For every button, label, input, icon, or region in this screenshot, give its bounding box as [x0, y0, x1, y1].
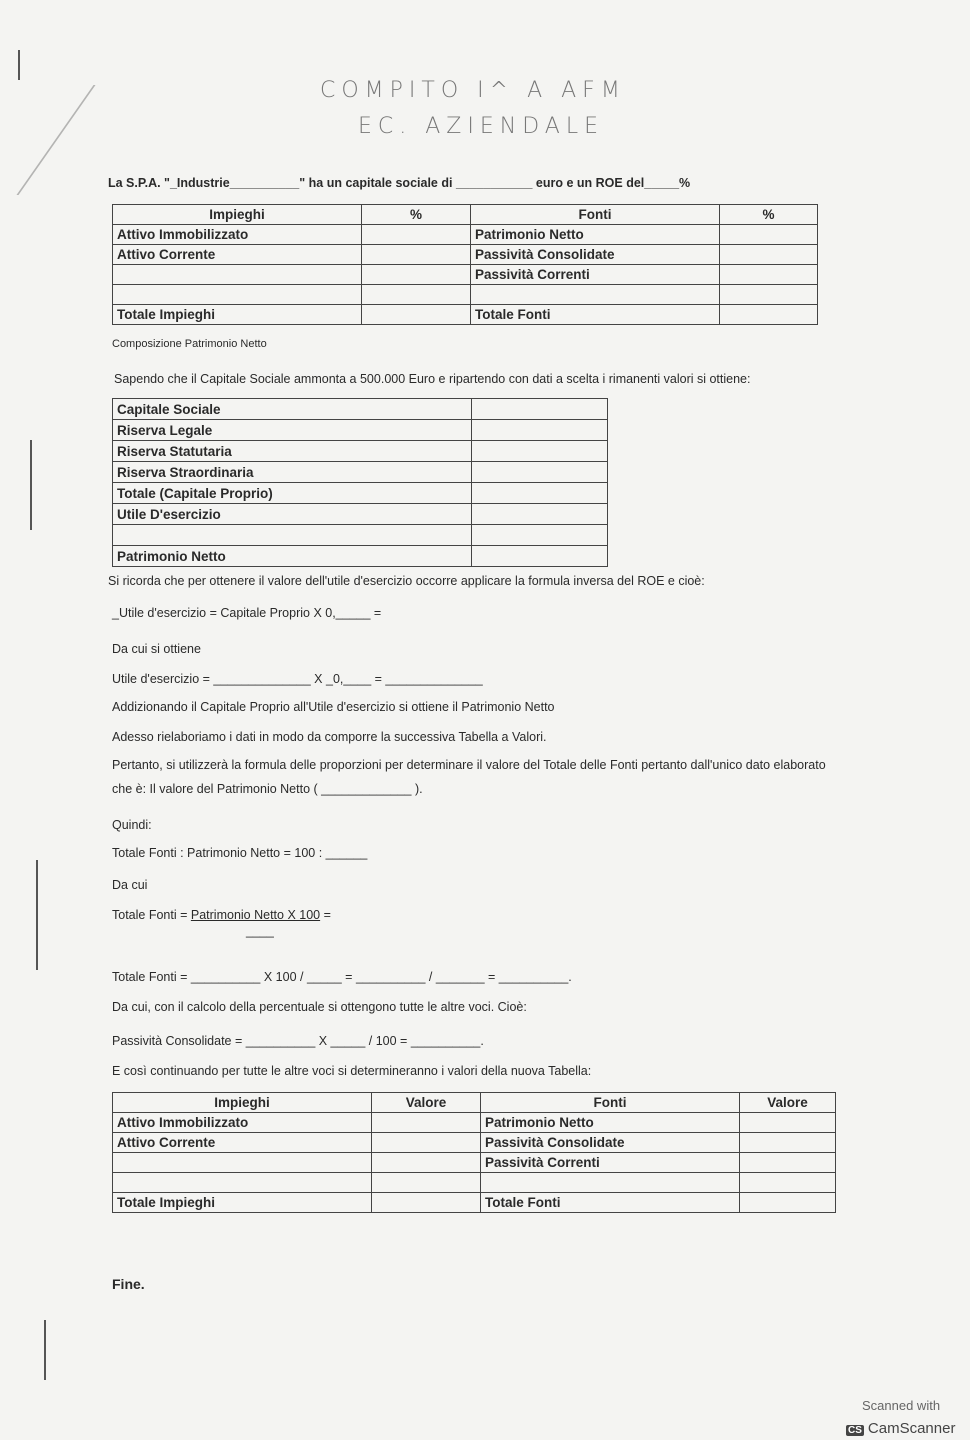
handwritten-title: COMPITO I^ A AFM — [320, 78, 626, 103]
text-line: Adesso rielaboriamo i dati in modo da comporre la successiva Tabella a Valori. — [112, 730, 547, 744]
intro-line: La S.P.A. "_Industrie__________" ha un capitale sociale di ___________ euro e un ROE del_____% — [108, 176, 691, 190]
table-cell: Totale (Capitale Proprio) — [113, 483, 472, 504]
camscanner-icon: CS — [848, 1425, 862, 1436]
scanned-with-text: Scanned with — [862, 1398, 941, 1413]
text-line: Da cui — [112, 878, 148, 892]
table-cell: Attivo Corrente — [113, 245, 362, 265]
equity-table — [112, 398, 608, 567]
formula-line: Utile d'esercizio = ______________ X _0,____ = ______________ — [112, 672, 483, 686]
header-pct: % — [362, 205, 471, 225]
header-pct: % — [720, 205, 818, 225]
formula-line: _Utile d'esercizio = Capitale Proprio X 0,_____ = — [112, 606, 382, 620]
table-cell — [113, 265, 362, 285]
formula-line: Passività Consolidate = __________ X _____ / 100 = __________. — [112, 1034, 484, 1048]
fraction-line: Totale Fonti = Patrimonio Netto X 100 = — [112, 908, 331, 922]
table-cell: Riserva Straordinaria — [113, 462, 472, 483]
table-cell: Passività Consolidate — [481, 1133, 740, 1153]
table-cell: Attivo Immobilizzato — [113, 225, 362, 245]
table-cell: Riserva Statutaria — [113, 441, 472, 462]
margin-mark — [44, 1320, 46, 1380]
text-line: Da cui, con il calcolo della percentuale si ottengono tutte le altre voci. Cioè: — [112, 1000, 527, 1014]
table-cell — [471, 285, 720, 305]
header-impieghi: Impieghi — [113, 205, 362, 225]
total-fonti: Totale Fonti — [481, 1193, 740, 1213]
total-fonti: Totale Fonti — [471, 305, 720, 325]
total-impieghi: Totale Impieghi — [113, 305, 362, 325]
end-text: Fine. — [112, 1276, 145, 1292]
margin-mark — [36, 860, 38, 970]
text-line: E così continuando per tutte le altre voci si determineranno i valori della nuova Tabella: — [112, 1064, 592, 1078]
table-cell: Attivo Immobilizzato — [113, 1113, 372, 1133]
instruction-text: Sapendo che il Capitale Sociale ammonta a 500.000 Euro e ripartendo con dati a scelta i rimanenti valori si ottiene: — [114, 372, 751, 386]
formula-line: Totale Fonti = __________ X 100 / _____ = __________ / _______ = __________. — [112, 970, 572, 984]
margin-mark — [18, 50, 20, 80]
values-table — [112, 1092, 836, 1213]
table-cell — [481, 1173, 740, 1193]
table-cell: Attivo Corrente — [113, 1133, 372, 1153]
table-cell: Patrimonio Netto — [481, 1113, 740, 1133]
table-cell: Capitale Sociale — [113, 399, 472, 420]
text-line: Quindi: — [112, 818, 152, 832]
table-cell: Passività Correnti — [471, 265, 720, 285]
note-text: Si ricorda che per ottenere il valore dell'utile d'esercizio occorre applicare la formula inversa del ROE e cioè: — [108, 574, 705, 588]
table-cell — [113, 1153, 372, 1173]
table-cell — [113, 285, 362, 305]
table-cell: Riserva Legale — [113, 420, 472, 441]
header-fonti: Fonti — [481, 1093, 740, 1113]
fraction-denominator: ____ — [246, 924, 274, 938]
margin-mark — [30, 440, 32, 530]
text-line: Pertanto, si utilizzerà la formula delle proporzioni per determinare il valore del Totale delle Fonti pertanto dall'unico dato elaborato — [112, 758, 826, 772]
header-fonti: Fonti — [471, 205, 720, 225]
table-cell: Utile D'esercizio — [113, 504, 472, 525]
table-caption: Composizione Patrimonio Netto — [112, 338, 267, 350]
table-cell: Patrimonio Netto — [471, 225, 720, 245]
table-cell: Passività Consolidate — [471, 245, 720, 265]
header-valore: Valore — [740, 1093, 836, 1113]
text-line: che è: Il valore del Patrimonio Netto ( _____________ ). — [112, 782, 423, 796]
camscanner-logo: CS CamScanner — [848, 1420, 956, 1437]
table-cell: Passività Correnti — [481, 1153, 740, 1173]
header-valore: Valore — [372, 1093, 481, 1113]
table-cell — [113, 525, 472, 546]
table-cell — [113, 1173, 372, 1193]
proportion-line: Totale Fonti : Patrimonio Netto = 100 : ______ — [112, 846, 368, 860]
text-line: Da cui si ottiene — [112, 642, 201, 656]
table-cell: Patrimonio Netto — [113, 546, 472, 567]
text-line: Addizionando il Capitale Proprio all'Utile d'esercizio si ottiene il Patrimonio Netto — [112, 700, 555, 714]
handwritten-subject: EC. AZIENDALE — [358, 114, 604, 139]
header-impieghi: Impieghi — [113, 1093, 372, 1113]
total-impieghi: Totale Impieghi — [113, 1193, 372, 1213]
composition-table — [112, 204, 818, 325]
